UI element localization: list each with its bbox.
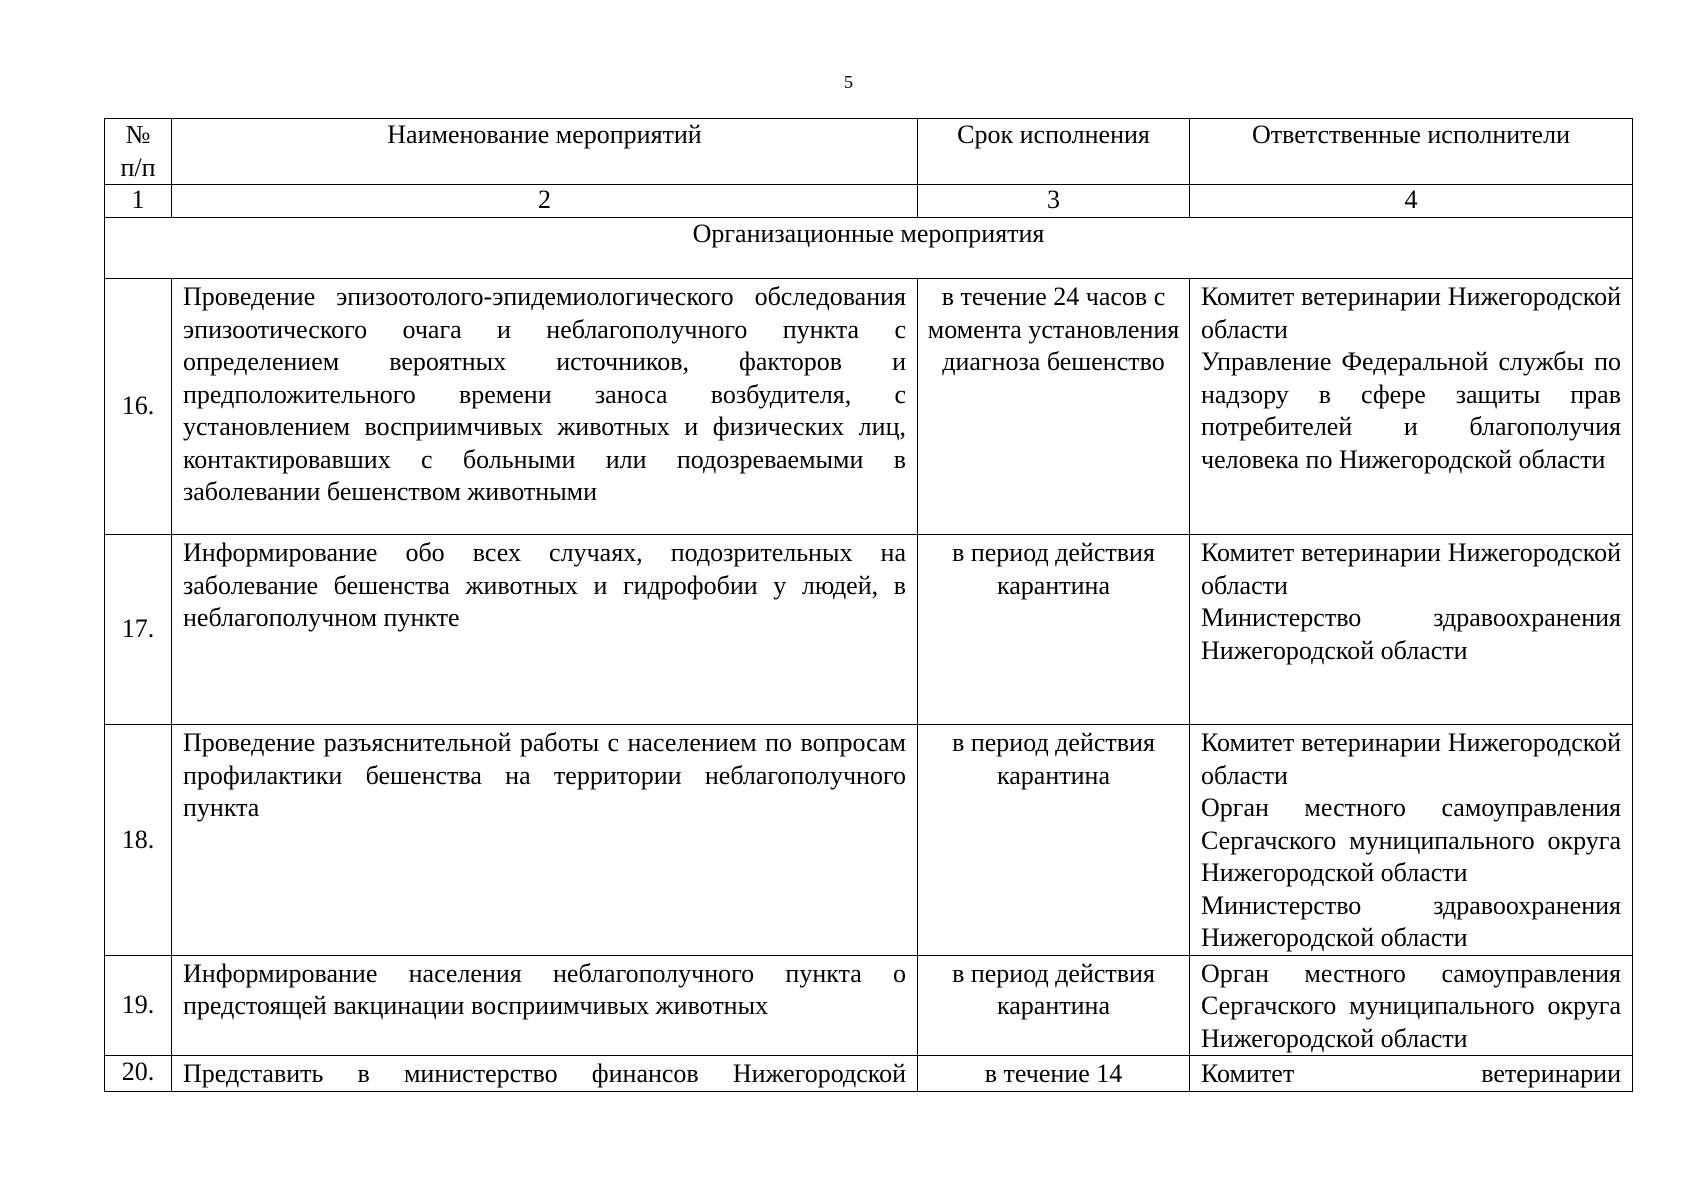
measure-term: в течение 14: [918, 1056, 1190, 1092]
row-number: 16.: [105, 279, 172, 535]
header-term: Срок исполнения: [918, 119, 1190, 185]
measure-responsible: [1190, 279, 1633, 535]
responsible-entry: Министерство здравоохранения Нижегородской области: [1201, 890, 1621, 952]
table-row: [105, 725, 1633, 956]
measure-name: Проведение эпизоотолого-эпидемиологического обследования эпизоотического очага и неблагополучного пункта с определением вероятных источников, факторов и предположительного времени заноса возбудителя, с установлением восприимчивых животных и физических лиц, контактировавших с больными или подозреваемыми в заболевании бешенством животными: [172, 279, 918, 535]
column-number: 4: [1190, 185, 1633, 218]
row-number: 17.: [105, 535, 172, 725]
header-responsible: Ответственные исполнители: [1190, 119, 1633, 185]
measure-name-text: Представить в министерство финансов Нижегородской: [183, 1059, 906, 1088]
column-number: 3: [918, 185, 1190, 218]
responsible-entry: Орган местного самоуправления Сергачского муниципального округа Нижегородской области: [1201, 958, 1621, 1053]
measure-term: в течение 24 часов с момента установления диагноза бешенство: [918, 279, 1190, 535]
measures-table: [104, 118, 1633, 1092]
header-name: Наименование мероприятий: [172, 119, 918, 185]
measure-responsible: [1190, 535, 1633, 725]
responsible-entry: Управление Федеральной службы по надзору в сфере защиты прав потребителей и благополучия человека по Нижегородской области: [1201, 347, 1621, 474]
column-number: 2: [172, 185, 918, 218]
measure-name: Проведение разъяснительной работы с населением по вопросам профилактики бешенства на территории неблагополучного пункта: [172, 725, 918, 956]
responsible-entry: Орган местного самоуправления Сергачского муниципального округа Нижегородской области: [1201, 793, 1621, 887]
column-number-row: [105, 185, 1633, 218]
responsible-entry: Комитет ветеринарии Нижегородской области: [1201, 538, 1621, 600]
measure-responsible: [1190, 1056, 1633, 1092]
measure-term: в период действия карантина: [918, 955, 1190, 1056]
page-number: 5: [844, 72, 853, 92]
table-header-row: [105, 119, 1633, 185]
measure-name: Информирование населения неблагополучного пункта о предстоящей вакцинации восприимчивых животных: [172, 955, 918, 1056]
row-number: 18.: [105, 725, 172, 956]
measure-name: Информирование обо всех случаях, подозрительных на заболевание бешенства животных и гидрофобии у людей, в неблагополучном пункте: [172, 535, 918, 725]
measure-term: в период действия карантина: [918, 725, 1190, 956]
measure-name: [172, 1056, 918, 1092]
section-title: Организационные мероприятия: [105, 218, 1633, 279]
measure-responsible: [1190, 955, 1633, 1056]
header-num: № п/п: [105, 119, 172, 185]
measure-responsible: [1190, 725, 1633, 956]
responsible-entry: Комитет ветеринарии: [1201, 1059, 1621, 1088]
table-row: [105, 279, 1633, 535]
section-row: [105, 218, 1633, 279]
table-row: [105, 955, 1633, 1056]
responsible-entry: Комитет ветеринарии Нижегородской области: [1201, 728, 1621, 790]
row-number: 20.: [105, 1056, 172, 1092]
column-number: 1: [105, 185, 172, 218]
measure-term: в период действия карантина: [918, 535, 1190, 725]
responsible-entry: Министерство здравоохранения Нижегородской области: [1201, 603, 1621, 665]
responsible-entry: Комитет ветеринарии Нижегородской области: [1201, 282, 1621, 344]
row-number: 19.: [105, 955, 172, 1056]
table-row: [105, 1056, 1633, 1092]
table-row: [105, 535, 1633, 725]
